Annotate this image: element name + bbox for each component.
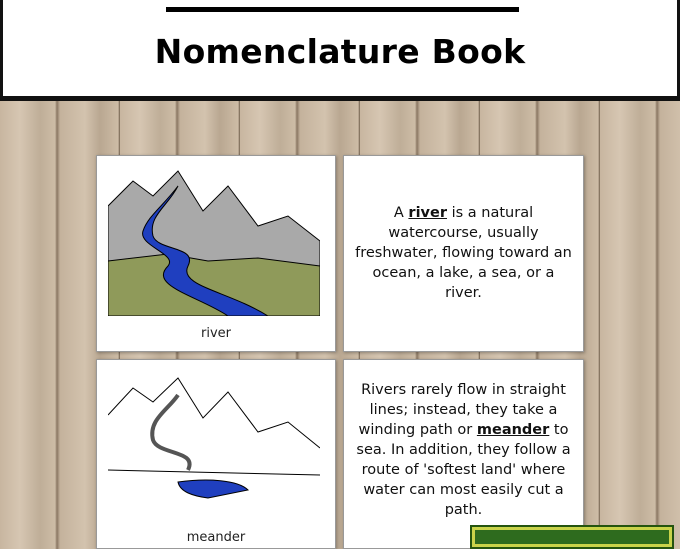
header — [0, 0, 680, 101]
definition-card-river — [343, 155, 584, 352]
picture-card-river — [96, 155, 336, 352]
card-caption: river — [201, 326, 231, 341]
river-illustration — [108, 166, 320, 316]
definition-text: A river is a natural watercourse, usually freshwater, flowing toward an ocean, a lake, a sea, or a river. — [355, 205, 572, 301]
green-label-box — [472, 527, 672, 547]
page-title: Nomenclature Book — [154, 32, 526, 71]
meander-illustration — [108, 370, 320, 520]
title-rule — [166, 7, 519, 12]
definition-text: Rivers rarely flow in straight lines; instead, they take a winding path or meander to sea. In addition, they follow a route of 'softest land' where water can most easily cut a path. — [356, 382, 571, 518]
picture-card-meander — [96, 359, 336, 549]
definition-card-meander — [343, 359, 584, 549]
card-caption: meander — [186, 530, 246, 545]
